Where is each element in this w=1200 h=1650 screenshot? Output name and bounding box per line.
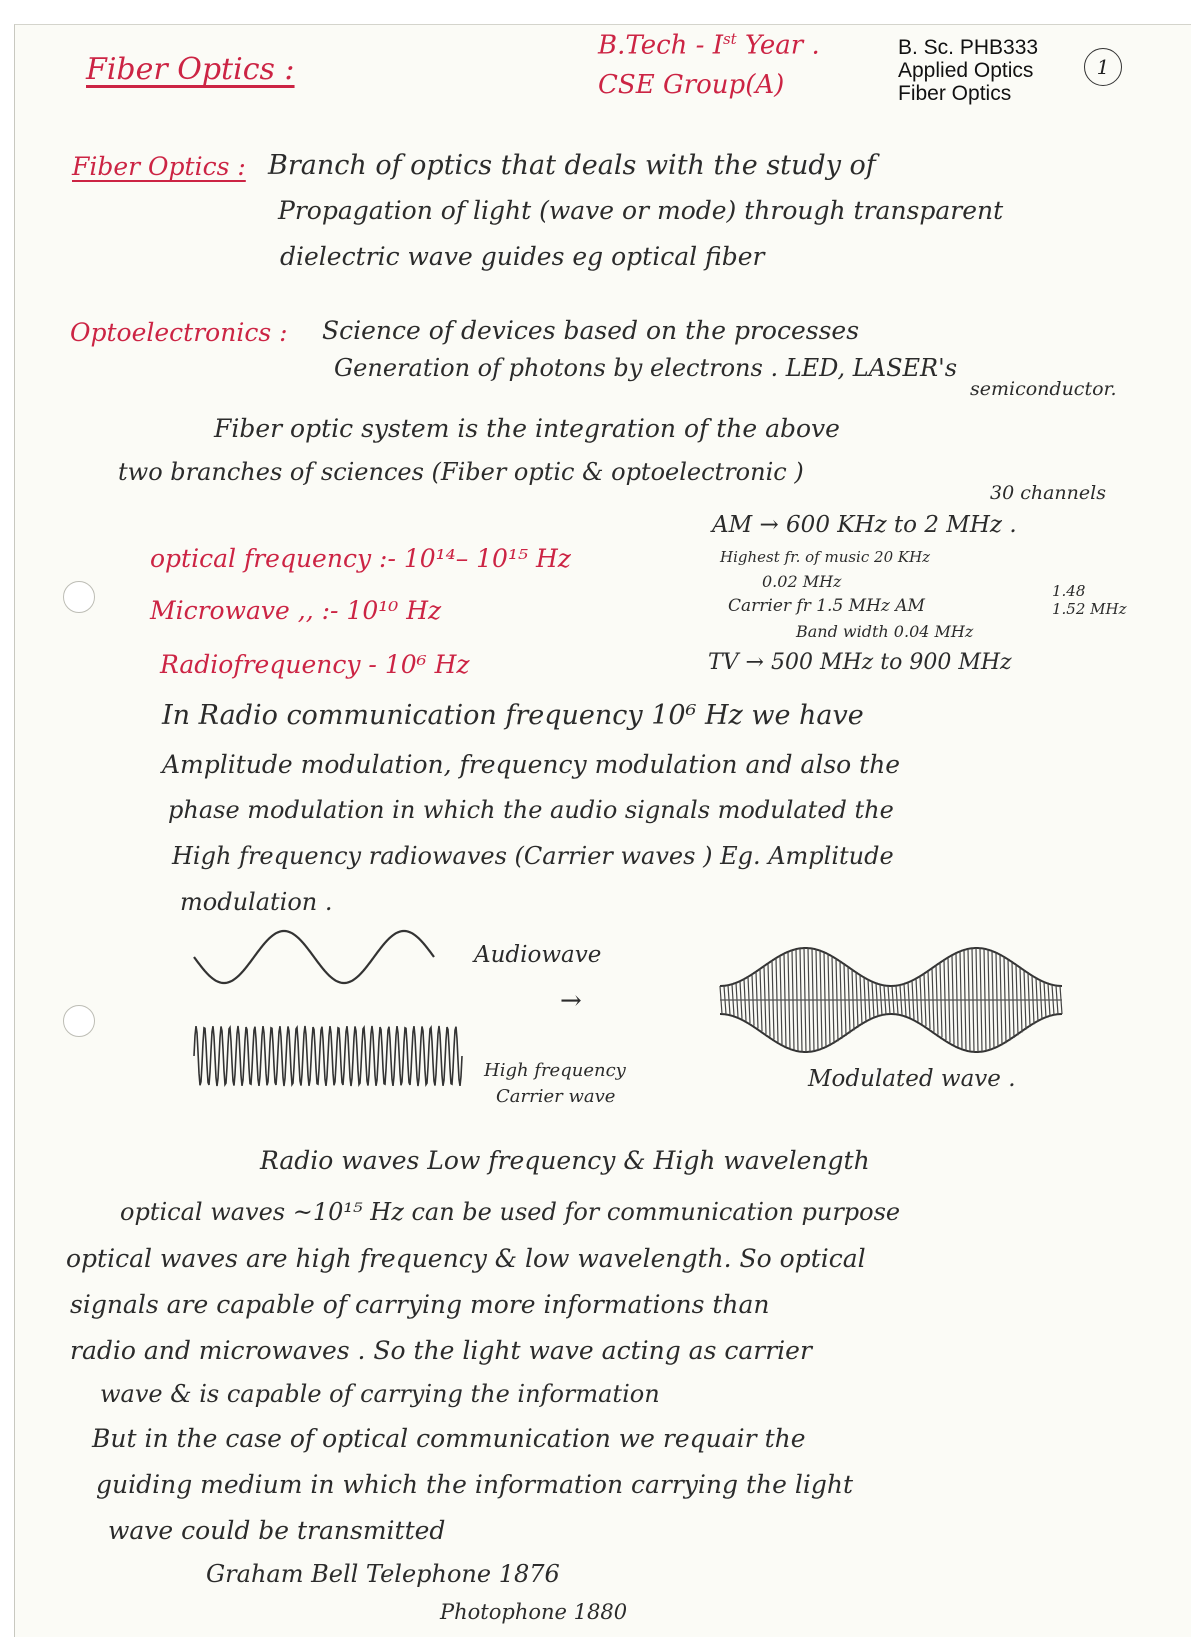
optoelectronics-def-line-2: Generation of photons by electrons . LED, LASER's xyxy=(334,354,958,382)
am-range-note-1: 1.48 xyxy=(1052,582,1086,600)
closing-line-4: signals are capable of carrying more informations than xyxy=(70,1290,770,1319)
modulated-envelope-bottom xyxy=(720,1014,1062,1052)
photophone-line: Photophone 1880 xyxy=(440,1600,628,1624)
fiber-optics-def-line-2: Propagation of light (wave or mode) through transparent xyxy=(278,196,1004,225)
print-line-1: B. Sc. PHB333 xyxy=(898,36,1039,59)
print-line-2: Applied Optics xyxy=(898,59,1034,82)
channels-note: 30 channels xyxy=(990,482,1106,504)
optoelectronics-def-line-1: Science of devices based on the processes xyxy=(322,316,860,345)
modulated-envelope-top xyxy=(720,948,1062,986)
fiber-optics-term: Fiber Optics : xyxy=(72,152,246,181)
page-number-circle: 1 xyxy=(1084,48,1122,86)
page-title: Fiber Optics : xyxy=(86,52,295,87)
course-year: Year . xyxy=(744,30,820,61)
closing-line-8: guiding medium in which the information carrying the light xyxy=(96,1470,853,1499)
modulated-wave-label: Modulated wave . xyxy=(808,1066,1016,1092)
semiconductor-note: semiconductor. xyxy=(970,378,1117,400)
integration-line-1: Fiber optic system is the integration of the above xyxy=(214,414,840,443)
closing-line-7: But in the case of optical communication we requair the xyxy=(92,1424,806,1453)
audio-wave-label: Audiowave xyxy=(474,942,602,968)
closing-line-3: optical waves are high frequency & low wavelength. So optical xyxy=(66,1244,866,1273)
integration-line-2: two branches of sciences (Fiber optic & optoelectronic ) xyxy=(118,458,804,486)
optoelectronics-term: Optoelectronics : xyxy=(70,318,288,347)
music-note: Highest fr. of music 20 KHz xyxy=(720,548,931,566)
course-text: B.Tech - I xyxy=(598,30,723,61)
fiber-optics-def-line-1: Branch of optics that deals with the study of xyxy=(268,150,876,181)
optical-frequency: optical frequency :- 10¹⁴– 10¹⁵ Hz xyxy=(150,544,571,573)
closing-line-6: wave & is capable of carrying the information xyxy=(100,1380,660,1408)
radio-paragraph-line-1: In Radio communication frequency 10⁶ Hz we have xyxy=(162,700,864,731)
am-range-note-2: 1.52 MHz xyxy=(1052,600,1127,618)
closing-line-1: Radio waves Low frequency & High wavelength xyxy=(260,1146,870,1175)
radio-paragraph-line-3: phase modulation in which the audio signals modulated the xyxy=(168,796,894,824)
course-line-2: CSE Group(A) xyxy=(598,70,785,100)
print-line-3: Fiber Optics xyxy=(898,82,1012,105)
closing-line-9: wave could be transmitted xyxy=(108,1516,446,1545)
music-mhz-note: 0.02 MHz xyxy=(762,572,842,591)
carrier-note: Carrier fr 1.5 MHz AM xyxy=(728,596,925,616)
tv-note: TV → 500 MHz to 900 MHz xyxy=(708,650,1012,675)
transform-arrow: → xyxy=(560,986,582,1016)
course-superscript: st xyxy=(722,30,737,48)
closing-line-5: radio and microwaves . So the light wave acting as carrier xyxy=(70,1336,812,1365)
radio-paragraph-line-5: modulation . xyxy=(180,888,333,916)
carrier-wave-label-2: Carrier wave xyxy=(496,1086,616,1107)
carrier-wave xyxy=(194,1026,462,1086)
bandwidth-note: Band width 0.04 MHz xyxy=(796,622,974,641)
radio-paragraph-line-4: High frequency radiowaves (Carrier waves ) Eg. Amplitude xyxy=(172,842,894,870)
audio-wave xyxy=(194,931,434,983)
closing-line-2: optical waves ~10¹⁵ Hz can be used for communication purpose xyxy=(120,1198,901,1226)
microwave-frequency: Microwave ,, :- 10¹⁰ Hz xyxy=(150,596,442,625)
carrier-wave-label-1: High frequency xyxy=(484,1060,626,1081)
radio-paragraph-line-2: Amplitude modulation, frequency modulation and also the xyxy=(162,750,901,779)
am-band-note: AM → 600 KHz to 2 MHz . xyxy=(712,512,1017,538)
graham-bell-telephone: Graham Bell Telephone 1876 xyxy=(206,1560,560,1588)
fiber-optics-def-line-3: dielectric wave guides eg optical fiber xyxy=(280,242,765,271)
radio-frequency: Radiofrequency - 10⁶ Hz xyxy=(160,650,470,679)
